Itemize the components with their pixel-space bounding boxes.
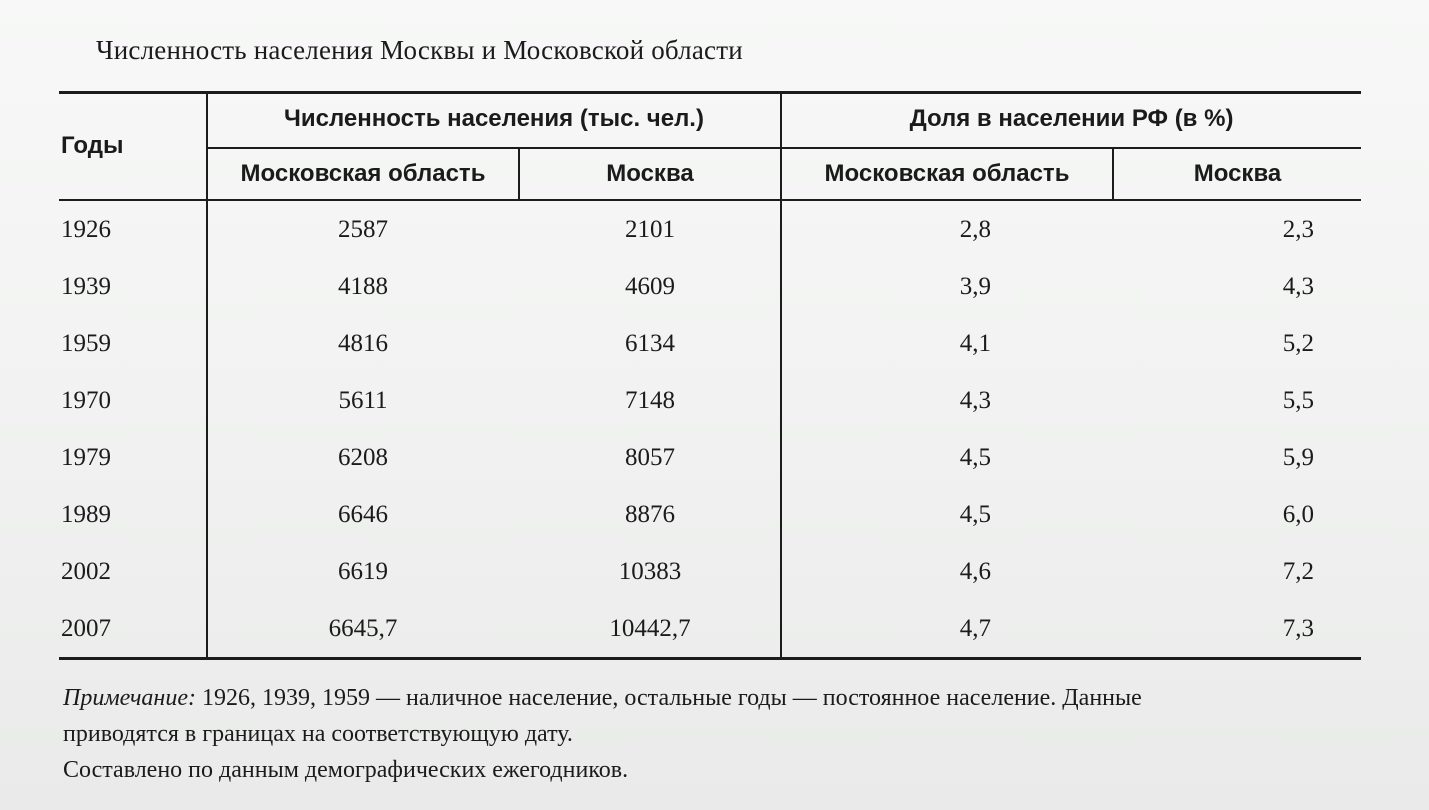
table-top-rule [59,91,1361,94]
header-year: Годы [61,132,124,159]
cell-population-region: 6208 [338,444,388,471]
cell-share-city: 7,2 [1282,558,1314,585]
cell-share-city: 2,3 [1282,216,1314,243]
header-population-group: Численность населения (тыс. чел.) [284,105,704,132]
cell-share-city: 4,3 [1282,273,1314,300]
cell-year: 1959 [61,330,111,357]
note-line-2: приводятся в границах на соответствующую дату. [63,721,573,747]
cell-share-region: 4,7 [959,615,991,642]
cell-share-city: 5,2 [1282,330,1314,357]
cell-share-region: 4,6 [959,558,991,585]
cell-share-region: 2,8 [959,216,991,243]
header-share-city: Москва [1193,160,1282,187]
note-text-1: 1926, 1939, 1959 — наличное население, остальные годы — постоянное население. Данные [201,685,1142,711]
cell-year: 2002 [61,558,111,585]
cell-population-region: 4188 [338,273,388,300]
cell-share-region: 4,5 [959,444,991,471]
header-population-city: Москва [606,160,694,187]
cell-population-city: 7148 [625,387,675,414]
cell-share-region: 4,5 [959,501,991,528]
cell-population-city: 8057 [625,444,675,471]
cell-year: 1939 [61,273,111,300]
cell-share-city: 6,0 [1282,501,1314,528]
cell-population-city: 6134 [625,330,675,357]
cell-population-city: 4609 [625,273,675,300]
cell-share-city: 5,5 [1282,387,1314,414]
cell-population-region: 6619 [338,558,388,585]
header-bottom-rule [59,199,1361,201]
cell-share-region: 4,3 [959,387,991,414]
header-share-region: Московская область [824,160,1070,187]
cell-population-city: 10383 [618,558,682,585]
cell-population-city: 2101 [625,216,675,243]
cell-year: 2007 [61,615,111,642]
header-share-group: Доля в населении РФ (в %) [909,105,1234,132]
cell-population-region: 5611 [338,387,388,414]
header-population-region: Московская область [240,160,486,187]
cell-year: 1979 [61,444,111,471]
cell-share-region: 4,1 [959,330,991,357]
note-line-1 [63,684,1142,712]
cell-population-region: 6646 [338,501,388,528]
group-header-rule [208,147,1361,149]
cell-year: 1926 [61,216,111,243]
cell-population-city: 8876 [625,501,675,528]
note-label: Примечание: [63,685,196,711]
cell-population-region: 4816 [338,330,388,357]
population-table [59,91,1361,661]
table-title: Численность населения Москвы и Московской области [96,35,743,65]
cell-share-region: 3,9 [959,273,991,300]
cell-share-city: 7,3 [1282,615,1314,642]
cell-population-region: 6645,7 [328,615,398,642]
cell-population-city: 10442,7 [609,615,691,642]
cell-year: 1989 [61,501,111,528]
source-note: Составлено по данным демографических ежегодников. [63,757,629,783]
cell-year: 1970 [61,387,111,414]
table-bottom-rule [59,657,1361,660]
cell-population-region: 2587 [338,216,388,243]
cell-share-city: 5,9 [1282,444,1314,471]
